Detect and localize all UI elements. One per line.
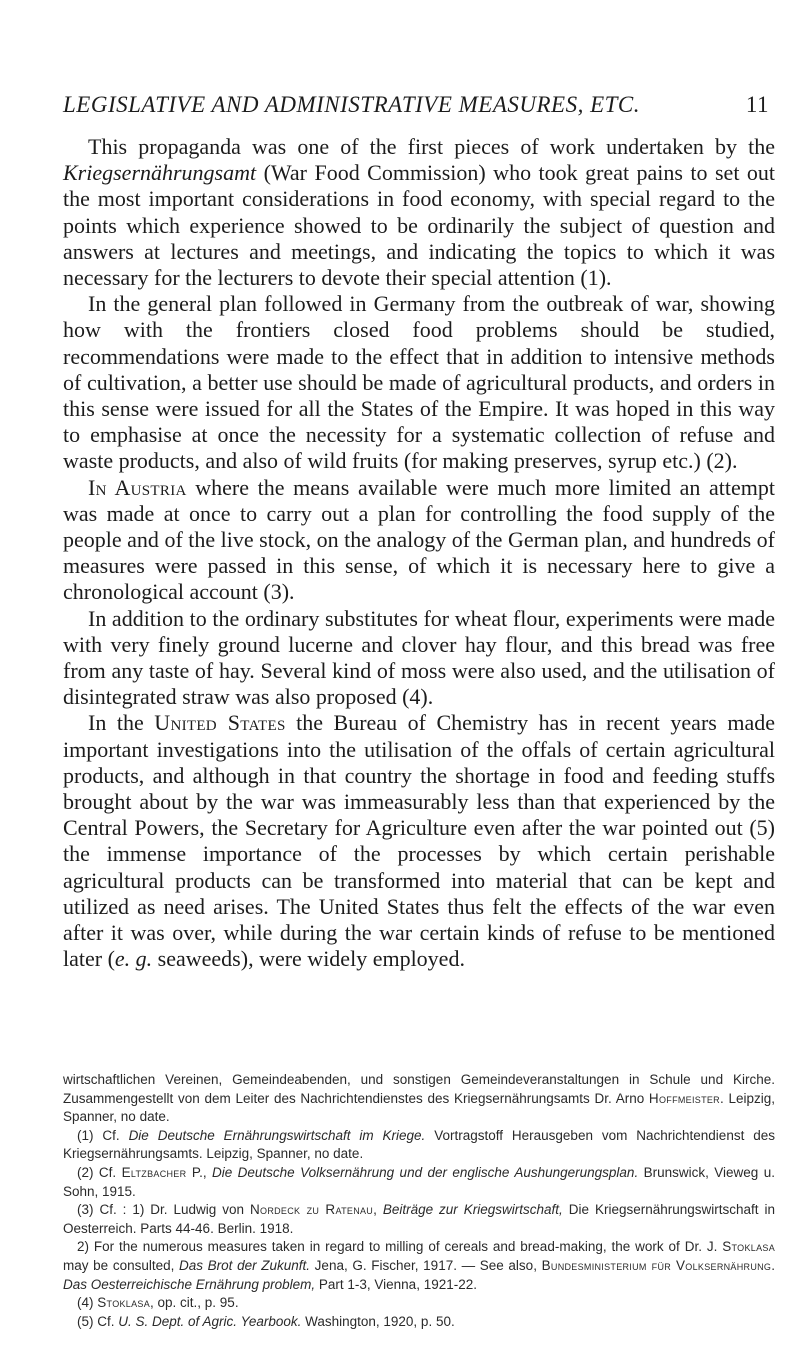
running-title: LEGISLATIVE AND ADMINISTRATIVE MEASURES, ETC. — [63, 92, 641, 117]
paragraph-1: This propaganda was one of the first pieces of work undertaken by the Kriegsernährungsamt (War Food Commission) who took great pains to set out the most important considerations in food economy, with special regard to the points which experience showed to be ordinarily the subject of question and answers at lectures and meetings, and indicating the topics to which it was necessary for the lecturers to devote their special attention (1). — [63, 134, 775, 291]
page-number: 11 — [745, 92, 769, 117]
footnotes — [63, 1071, 775, 1331]
footnote-3-part-2: 2) For the numerous measures taken in regard to milling of cereals and bread-making, the work of Dr. J. Stoklasa may be consulted, Das Brot der Zukunft. Jena, G. Fischer, 1917. — See also, Bundesministerium für Volksernährung. Das Oesterreichische Ernährung problem, Part 1-3, Vienna, 1921-22. — [63, 1239, 775, 1292]
footnote-4: (4) Stoklasa, op. cit., p. 95. — [77, 1295, 239, 1311]
country-united-states: United States — [154, 710, 286, 736]
german-term: Kriegsernährungsamt — [63, 160, 257, 186]
paragraph-5: In the United States the Bureau of Chemistry has in recent years made important investigations into the utilisation of the offals of certain agricultural products, and although in that country the shortage in food and feeding stuffs brought about by the war was immeasurably less than that experienced by the Central Powers, the Secretary for Agriculture even after the war pointed out (5) the immense importance of the processes by which certain perishable agricultural products can be transformed into material that can be kept and utilized as need arises. The United States thus felt the effects of the war even after it was over, while during the war certain kinds of refuse to be mentioned later (e. g. seaweeds), were widely employed. — [63, 710, 776, 972]
footnote-continuation: wirtschaftlichen Vereinen, Gemeindeabenden, und sonstigen Gemeindeveranstaltungen in Schule und Kirche. Zusammengestellt von dem Leiter des Nachrichtendienstes des Kriegsernährungsamts Dr. Arno Hoffmeister. Leipzig, Spanner, no date. — [63, 1072, 775, 1125]
footnote-3: (3) Cf. : 1) Dr. Ludwig von Nordeck zu Ratenau, Beiträge zur Kriegswirtschaft, Die Kriegsernährungswirtschaft in Oesterreich. Parts 44-46. Berlin. 1918. — [63, 1202, 775, 1236]
running-header — [63, 92, 769, 118]
footnote-2: (2) Cf. Eltzbacher P., Die Deutsche Volksernährung und der englische Aushungerungsplan. Brunswick, Vieweg u. Sohn, 1915. — [63, 1164, 775, 1199]
main-text — [63, 134, 775, 973]
footnote-5: (5) Cf. U. S. Dept. of Agric. Yearbook. Washington, 1920, p. 50. — [77, 1313, 455, 1329]
footnote-1: (1) Cf. Die Deutsche Ernährungswirtschaft im Kriege. Vortragstoff Herausgeben vom Nachrichtendienst des Kriegsernährungsamts. Leipzig, Spanner, no date. — [63, 1127, 775, 1162]
paragraph-4: In addition to the ordinary substitutes for wheat flour, experiments were made with very finely ground lucerne and clover hay flour, and this bread was free from any taste of hay. Several kind of moss were also used, and the utilisation of disintegrated straw was also proposed (4). — [63, 605, 775, 710]
country-austria: In Austria — [88, 474, 187, 500]
paragraph-3: In Austria where the means available were much more limited an attempt was made at once to carry out a plan for controlling the food supply of the people and of the live stock, on the analogy of the German plan, and hundreds of measures were passed in this sense, of which it is necessary here to give a chronological account (3). — [63, 474, 775, 605]
paragraph-2: In the general plan followed in Germany from the outbreak of war, showing how with the frontiers closed food problems should be studied, recommendations were made to the effect that in addition to intensive methods of cultivation, a better use should be made of agricultural products, and orders in this sense were issued for all the States of the Empire. It was hoped in this way to emphasise at once the necessity for a systematic collection of refuse and waste products, and also of wild fruits (for making preserves, syrup etc.) (2). — [63, 291, 775, 474]
